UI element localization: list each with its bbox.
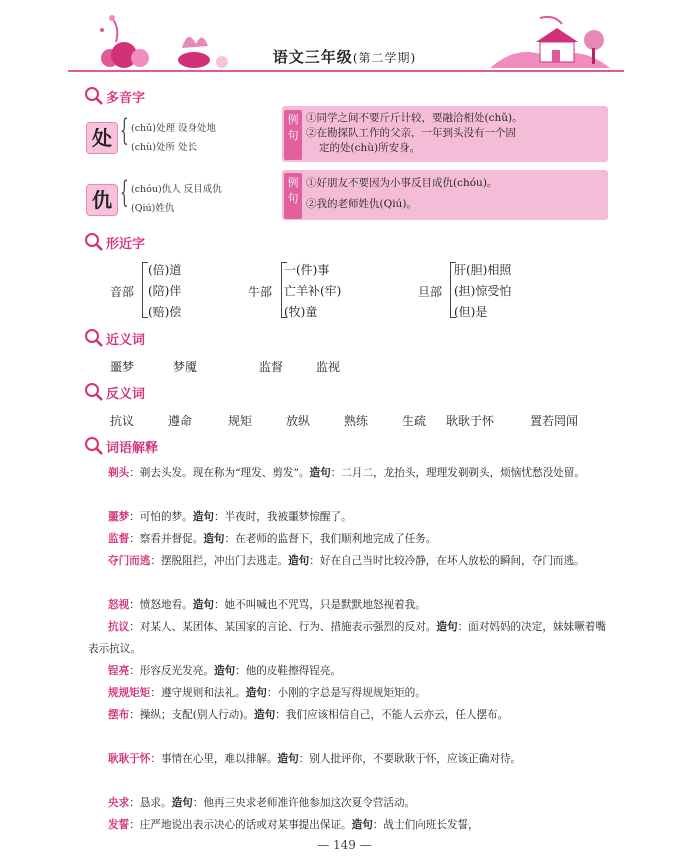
section-heading-synonyms xyxy=(84,328,145,348)
synonym-word: 梦魇 xyxy=(173,360,198,374)
magnifier-icon xyxy=(84,328,104,348)
magnifier-icon xyxy=(84,436,104,456)
magnifier-icon xyxy=(84,382,104,402)
book-title: 语文三年级 xyxy=(272,48,353,66)
section-heading-similar-chars xyxy=(84,232,145,252)
antonym-word: 生疏 xyxy=(402,414,427,428)
antonym-word: 放纵 xyxy=(286,414,311,428)
section-heading-definitions xyxy=(84,436,158,456)
example-sentence: ①同学之间不要斤斤计较，要融洽相处(chǔ)。 xyxy=(306,112,523,124)
reading: (chóu)仇人 反目成仇 xyxy=(131,184,222,195)
definition-entry: 耿耿于怀：事情在心里，难以排解。造句：别人批评你，不要耿耿于怀，应该正确对待。 xyxy=(108,753,522,765)
example-sentence: 定的处(chù)所安身。 xyxy=(319,142,421,154)
definition-entry: 怒视：愤怒地看。造句：她不叫喊也不咒骂，只是默默地怒视着我。 xyxy=(108,599,426,611)
synonym-word: 监视 xyxy=(316,360,341,374)
radical-label: 牛部 xyxy=(248,285,273,299)
brace: { xyxy=(120,175,129,210)
magnifier-icon xyxy=(84,86,104,106)
antonym-word: 耿耿于怀 xyxy=(446,414,495,428)
antonym-word: 置若罔闻 xyxy=(530,414,579,428)
similar-char-item: (但)是 xyxy=(454,305,488,319)
definition-entry: 规规矩矩：遵守规则和法礼。造句：小刚的字总是写得规规矩矩的。 xyxy=(108,687,426,699)
definition-entry: 抗议：对某人、某团体、某国家的言论、行为、措施表示强烈的反对。造句：面对妈妈的决定，妹妹噘着嘴表示抗议。 xyxy=(88,621,606,655)
reading: (Qiú)姓仇 xyxy=(131,203,175,214)
antonym-word: 熟练 xyxy=(344,414,369,428)
definition-entry: 噩梦：可怕的梦。造句：半夜时，我被噩梦惊醒了。 xyxy=(108,511,352,523)
antonym-word: 抗议 xyxy=(110,414,135,428)
similar-char-item: (担)惊受怕 xyxy=(454,284,512,298)
similar-char-item: (倍)道 xyxy=(148,263,182,277)
similar-char-item: (赔)偿 xyxy=(148,305,182,319)
antonym-word: 规矩 xyxy=(228,414,253,428)
magnifier-icon xyxy=(84,232,104,252)
example-sentence: ②我的老师姓仇(Qiú)。 xyxy=(306,198,417,210)
synonym-word: 监督 xyxy=(259,360,284,374)
definition-entry: 摆布：操纵；支配(别人行动)。造句：我们应该相信自己，不能人云亦云，任人摆布。 xyxy=(108,709,509,721)
section-heading-antonyms xyxy=(84,382,145,402)
section-title: 多音字 xyxy=(106,90,146,106)
example-label: 例 句 xyxy=(284,110,302,160)
section-title: 反义词 xyxy=(106,386,146,402)
page-number: — 149 — xyxy=(317,838,372,852)
book-subtitle: (第二学期) xyxy=(352,51,417,65)
example-sentence: ①好朋友不要因为小事反目成仇(chóu)。 xyxy=(306,177,498,189)
example-sentence: ②在勘探队工作的父亲，一年到头没有一个固 xyxy=(306,127,516,139)
definition-entry: 剃头：剃去头发。现在称为“理发、剪发”。造句：二月二，龙抬头，理理发剃剃头，烦恼忧愁没处留。 xyxy=(108,467,585,479)
similar-char-item: 肝(胆)相照 xyxy=(454,263,512,277)
definition-entry: 央求：恳求。造句：他再三央求老师准许他参加这次夏令营活动。 xyxy=(108,797,416,809)
definition-entry: 夺门而逃：摆脱阻拦，冲出门去逃走。造句：好在自己当时比较冷静，在坏人放松的瞬间，夺门而逃。 xyxy=(108,555,585,567)
radical-label: 音部 xyxy=(110,285,135,299)
similar-char-item: 亡羊补(牢) xyxy=(284,284,342,298)
antonym-word: 遵命 xyxy=(168,414,193,428)
definition-entry: 锃亮：形容反光发亮。造句：他的皮鞋擦得锃亮。 xyxy=(108,665,342,677)
radical-label: 旦部 xyxy=(418,285,443,299)
similar-char-item: (陪)伴 xyxy=(148,284,182,298)
page-header xyxy=(0,46,689,67)
brace: { xyxy=(120,113,129,148)
section-heading-polyphones xyxy=(84,86,145,106)
polyphone-char: 处 xyxy=(86,122,118,154)
section-title: 形近字 xyxy=(106,236,146,252)
similar-char-item: (牧)童 xyxy=(284,305,318,319)
synonym-word: 噩梦 xyxy=(110,360,135,374)
section-title: 词语解释 xyxy=(106,440,159,456)
similar-char-item: 一(件)事 xyxy=(284,263,330,277)
polyphone-char: 仇 xyxy=(86,184,118,216)
example-label: 例 句 xyxy=(284,173,302,219)
section-title: 近义词 xyxy=(106,332,146,348)
reading: (chù)处所 处长 xyxy=(131,142,197,153)
definition-entry: 发誓：庄严地说出表示决心的话或对某事提出保证。造句：战士们向班长发誓， xyxy=(108,819,479,831)
reading: (chǔ)处理 设身处地 xyxy=(131,123,216,134)
definition-entry: 监督：察看并督促。造句：在老师的监督下，我们顺利地完成了任务。 xyxy=(108,533,437,545)
